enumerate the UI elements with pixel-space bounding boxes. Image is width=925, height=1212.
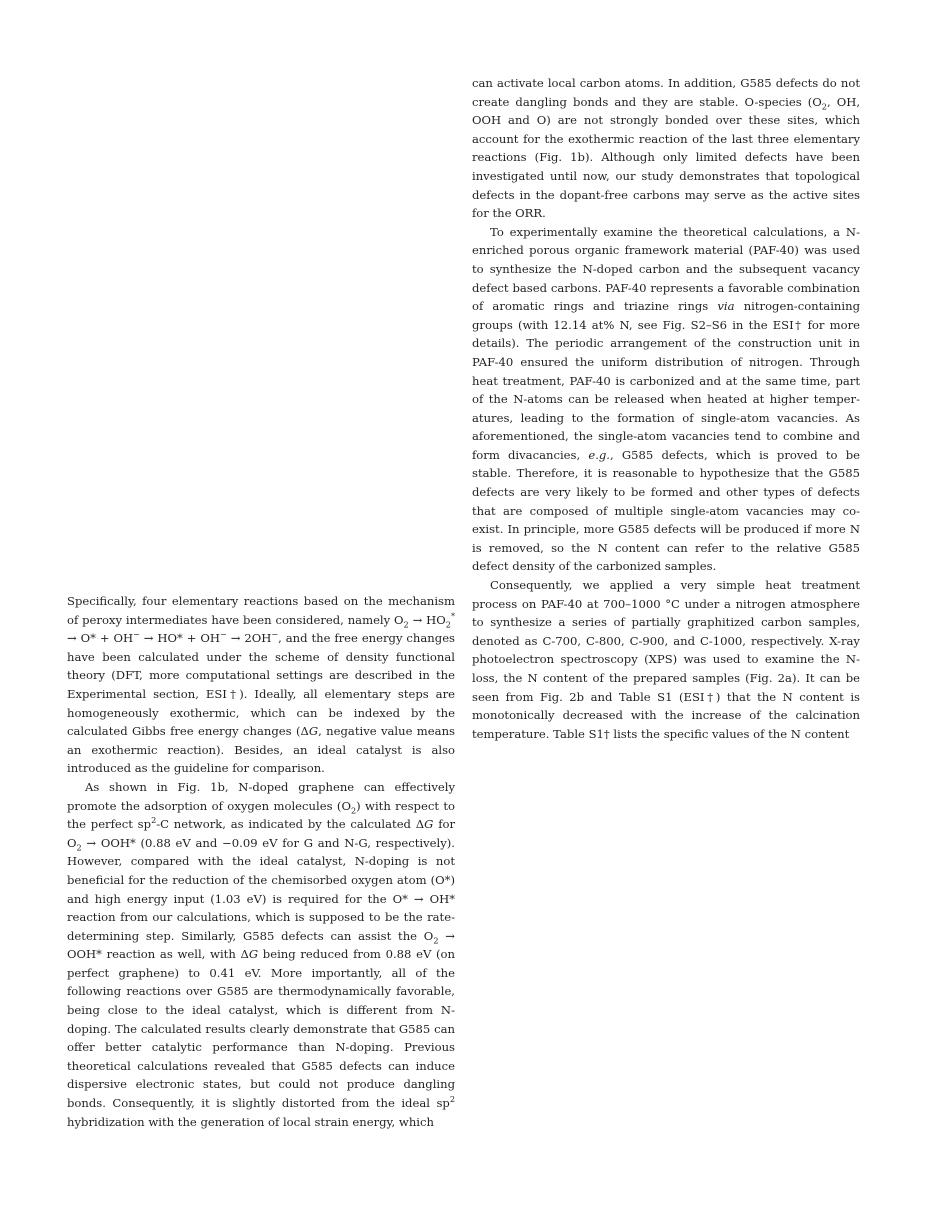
paragraph-right-3: Consequently, we applied a very simple heat treatment process on PAF-40 at 700–1000 °C under a nitrogen atmosphere to synthesize a series of partially graphitized carbon samples, denoted as C-700, C-800, C-900, and C-1000, respectively. X-ray photoelectron spectroscopy (XPS) was used to examine the N-loss, the N content of the prepared samples (Fig. 2a). It can be seen from Fig. 2b and Table S1 (ESI†) that the N content is monotonically decreased with the increase of the calcination temperature. Table S1† lists the specific values of the N content (472, 578, 860, 741)
paragraph-right-2: To experimentally examine the theoretical calculations, a N-enriched porous organic framework material (PAF-40) was used to synthesize the N-doped carbon and the subsequent vacancy defect based carbons. PAF-40 represents a favorable combination of aromatic rings and triazine rings via nitrogen-containing groups (with 12.14 at% N, see Fig. S2–S6 in the ESI† for more details). The periodic arrangement of the construction unit in PAF-40 ensured the uniform distribution of nitrogen. Through heat treatment, PAF-40 is carbonized and at the same time, part of the N-atoms can be released when heated at higher temperatures, leading to the formation of single-atom vacancies. As aforementioned, the single-atom vacancies tend to combine and form divacancies, e.g., G585 defects, which is proved to be stable. Therefore, it is reasonable to hypothesize that the G585 defects are very likely to be formed and other types of defects that are composed of multiple single-atom vacancies may co-exist. In principle, more G585 defects will be produced if more N is removed, so the N content can refer to the relative G585 defect density of the carbonized samples. (472, 224, 860, 574)
paragraph-left-1: Specifically, four elementary reactions based on the mechanism of peroxy intermediates have been considered, namely $O_2 \to HO_2^* \to O* + OH^- \to HO* + OH^- \to 2OH^-$, and the free energy changes have been calculated under the scheme of density functional theory (DFT, more computational settings are described in the Experimental section, ESI†). Ideally, all elementary steps are homogeneously exothermic, which can be indexed by the calculated Gibbs free energy changes (ΔG, negative value means an exothermic reaction). Besides, an ideal catalyst is also introduced as the guideline for comparison. (67, 594, 456, 776)
paragraph-left-2: As shown in Fig. 1b, N-doped graphene can effectively promote the adsorption of oxygen molecules $(O_2)$ with respect to the perfect $sp^2-C$ network, as indicated by the calculated ΔG for $O_2 \to OOH*$ (0.88 eV and −0.09 eV for G and N-G, respectively). However, compared with the ideal catalyst, N-doping is not beneficial for the reduction of the chemisorbed oxygen atom (O*) and high energy input (1.03 eV) is required for the O* → OH* reaction from our calculations, which is supposed to be the rate-determining step. Similarly, G585 defects can assist the $O_2 \to OOH*$ reaction as well, with ΔG being reduced from 0.88 eV (on perfect graphene) to 0.41 eV. More importantly, all of the following reactions over G585 are thermodynamically favorable, being close to the ideal catalyst, which is different from N-doping. The calculated results clearly demonstrate that G585 can offer better catalytic performance than N-doping. Previous theoretical calculations revealed that G585 defects can induce dispersive electronic states, but could not produce dangling bonds. Consequently, it is slightly distorted from the ideal $sp^2$ hybridization with the generation of local strain energy, which (67, 779, 456, 1129)
left-text-column (67, 592, 455, 1131)
right-text-column (472, 74, 860, 743)
paragraph-right-1: can activate local carbon atoms. In addition, G585 defects do not create dangling bonds and they are stable. O-species ($O_2$, OH, OOH and O) are not strongly bonded over these sites, which account for the exothermic reaction of the last three elementary reactions (Fig. 1b). Although only limited defects have been investigated until now, our study demonstrates that topological defects in the dopant-free carbons may serve as the active sites for the ORR. (472, 76, 861, 221)
